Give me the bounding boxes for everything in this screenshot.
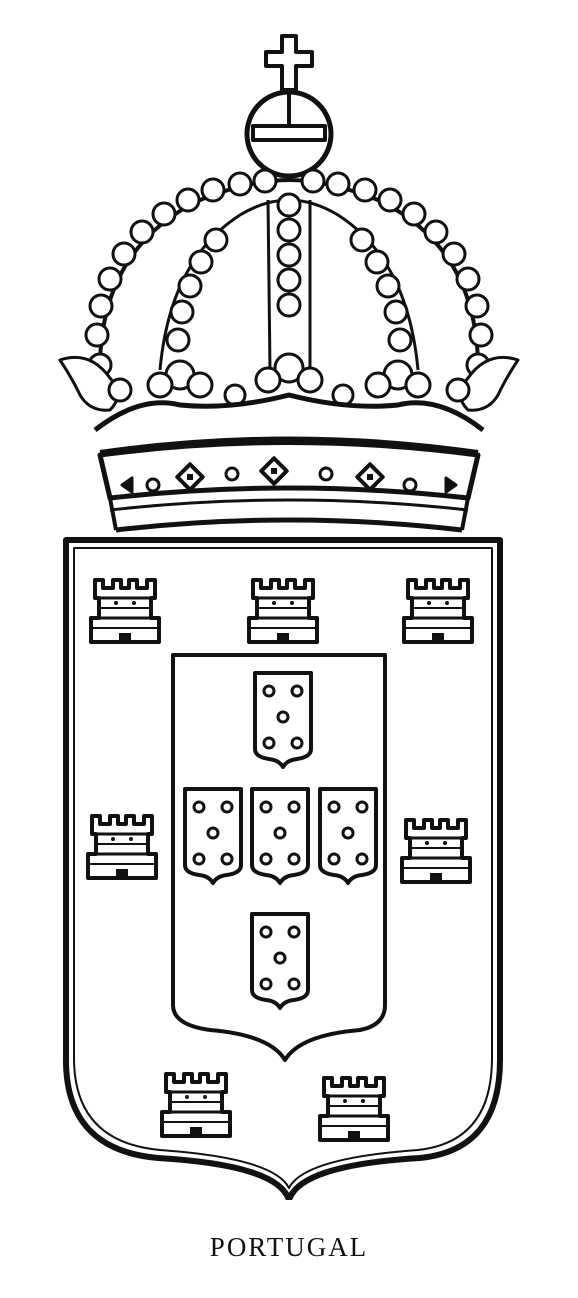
crown xyxy=(60,36,518,530)
castle-icon xyxy=(162,1074,230,1136)
castle-icon xyxy=(402,820,470,882)
inner-field xyxy=(173,655,385,1060)
escutcheon-icon xyxy=(252,789,308,883)
castle-icon xyxy=(320,1078,388,1140)
shield xyxy=(66,540,500,1200)
crown-pearls xyxy=(86,170,492,376)
castle-icon xyxy=(91,580,159,642)
cross-icon xyxy=(266,36,312,90)
castle-icon xyxy=(404,580,472,642)
escutcheon-icon xyxy=(252,914,308,1008)
castle-icon xyxy=(88,816,156,878)
orb-icon xyxy=(247,92,331,176)
escutcheon-icon xyxy=(320,789,376,883)
caption: PORTUGAL xyxy=(209,1232,369,1262)
castle-icon xyxy=(249,580,317,642)
crown-band xyxy=(100,443,478,531)
crown-fleurons xyxy=(60,354,518,410)
escutcheon-icon xyxy=(255,673,311,767)
escutcheon-icon xyxy=(185,789,241,883)
